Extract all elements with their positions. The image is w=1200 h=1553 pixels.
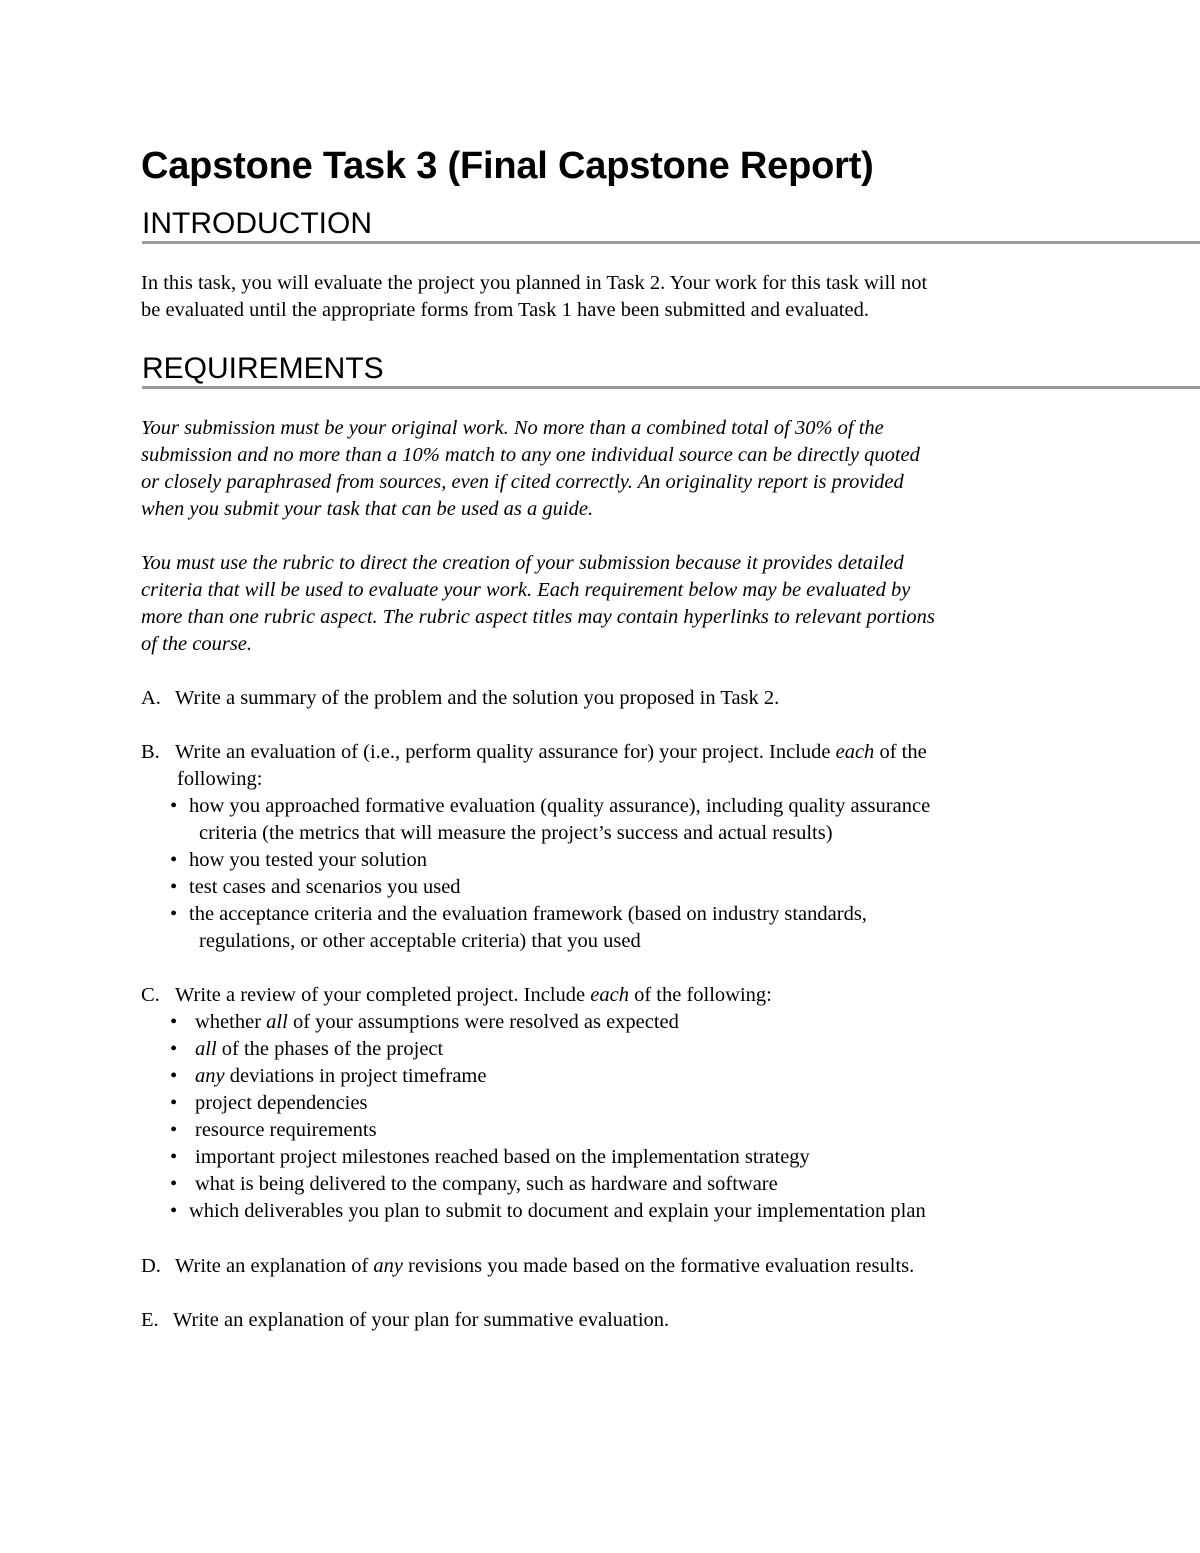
rubric-line: of the course. xyxy=(141,633,253,655)
list-item xyxy=(141,793,930,847)
bullet-icon: • xyxy=(170,1038,178,1060)
requirement-text: Write an explanation of your plan for summative evaluation. xyxy=(173,1309,670,1331)
requirement-letter: A. xyxy=(141,687,161,709)
list-item xyxy=(141,1198,926,1225)
requirement-d xyxy=(141,1253,914,1280)
rubric-line: criteria that will be used to evaluate your work. Each requirement below may be evaluated by xyxy=(141,579,911,601)
introduction-paragraph xyxy=(141,270,927,324)
bullet-text: which deliverables you plan to submit to document and explain your implementation plan xyxy=(189,1200,926,1222)
requirement-letter: D. xyxy=(141,1255,161,1277)
requirement-text: Write a summary of the problem and the solution you proposed in Task 2. xyxy=(175,687,780,709)
requirement-emphasis: each xyxy=(835,741,875,763)
page-title: Capstone Task 3 (Final Capstone Report) xyxy=(141,145,874,187)
bullet-text: resource requirements xyxy=(195,1119,377,1141)
requirement-letter: C. xyxy=(141,984,160,1006)
requirements-heading: REQUIREMENTS xyxy=(142,352,384,385)
bullet-icon: • xyxy=(170,795,178,817)
rubric-paragraph xyxy=(141,550,935,658)
requirement-a xyxy=(141,685,779,712)
bullet-text: how you approached formative evaluation (quality assurance), including quality assurance xyxy=(189,795,931,817)
introduction-line: In this task, you will evaluate the project you planned in Task 2. Your work for this task will not xyxy=(141,272,928,294)
originality-paragraph xyxy=(141,415,920,523)
introduction-heading: INTRODUCTION xyxy=(142,207,372,240)
bullet-text: project dependencies xyxy=(195,1092,368,1114)
bullet-text: deviations in project timeframe xyxy=(224,1065,487,1087)
bullet-text: test cases and scenarios you used xyxy=(189,876,461,898)
requirement-emphasis: each xyxy=(590,984,629,1006)
bullet-icon: • xyxy=(170,1173,178,1195)
bullet-text: of your assumptions were resolved as expected xyxy=(287,1011,679,1033)
requirement-text: Write an explanation of xyxy=(175,1255,374,1277)
bullet-text: what is being delivered to the company, such as hardware and software xyxy=(195,1173,778,1195)
introduction-line: be evaluated until the appropriate forms from Task 1 have been submitted and evaluated. xyxy=(141,299,869,321)
bullet-icon: • xyxy=(170,849,178,871)
list-item xyxy=(141,1171,926,1198)
bullet-text: important project milestones reached based on the implementation strategy xyxy=(195,1146,810,1168)
rubric-line: more than one rubric aspect. The rubric aspect titles may contain hyperlinks to relevant portions xyxy=(141,606,935,628)
bullet-text: of the phases of the project xyxy=(216,1038,444,1060)
bullet-icon: • xyxy=(170,1146,178,1168)
requirement-c xyxy=(141,982,926,1225)
rubric-line: You must use the rubric to direct the creation of your submission because it provides detailed xyxy=(141,552,904,574)
list-item xyxy=(141,1144,926,1171)
bullet-emphasis: all xyxy=(266,1011,288,1033)
requirement-b xyxy=(141,739,930,955)
originality-line: when you submit your task that can be used as a guide. xyxy=(141,498,594,520)
bullet-text: regulations, or other acceptable criteria) that you used xyxy=(199,930,641,952)
requirement-text: Write a review of your completed project. Include xyxy=(175,984,591,1006)
list-item xyxy=(141,1009,926,1036)
list-item xyxy=(141,901,930,955)
originality-line: submission and no more than a 10% match to any one individual source can be directly quoted xyxy=(141,444,920,466)
bullet-emphasis: any xyxy=(195,1065,225,1087)
bullet-text: the acceptance criteria and the evaluation framework (based on industry standards, xyxy=(189,903,867,925)
bullet-text: how you tested your solution xyxy=(189,849,428,871)
requirement-letter: B. xyxy=(141,741,160,763)
bullet-icon: • xyxy=(170,1011,178,1033)
requirement-c-bullets xyxy=(141,1009,926,1225)
bullet-text: criteria (the metrics that will measure the project’s success and actual results) xyxy=(199,822,833,844)
list-item xyxy=(141,847,930,874)
originality-line: or closely paraphrased from sources, even if cited correctly. An originality report is provided xyxy=(141,471,904,493)
bullet-icon: • xyxy=(170,1200,178,1222)
requirements-divider xyxy=(142,386,1200,389)
requirement-e xyxy=(141,1307,669,1334)
list-item xyxy=(141,1063,926,1090)
requirement-b-bullets xyxy=(141,793,930,955)
requirement-text: revisions you made based on the formative evaluation results. xyxy=(403,1255,915,1277)
list-item xyxy=(141,1117,926,1144)
originality-line: Your submission must be your original work. No more than a combined total of 30% of the xyxy=(141,417,884,439)
requirement-continuation: following: xyxy=(177,768,263,790)
bullet-icon: • xyxy=(170,1119,178,1141)
bullet-icon: • xyxy=(170,876,178,898)
list-item xyxy=(141,874,930,901)
bullet-text: whether xyxy=(195,1011,267,1033)
requirement-emphasis: any xyxy=(373,1255,404,1277)
requirement-letter: E. xyxy=(141,1309,159,1331)
list-item xyxy=(141,1036,926,1063)
requirement-text: of the following: xyxy=(628,984,772,1006)
bullet-emphasis: all xyxy=(195,1038,217,1060)
bullet-icon: • xyxy=(170,1065,178,1087)
introduction-divider xyxy=(142,241,1200,244)
bullet-icon: • xyxy=(170,1092,178,1114)
requirement-text: Write an evaluation of (i.e., perform quality assurance for) your project. Include xyxy=(175,741,836,763)
bullet-icon: • xyxy=(170,903,178,925)
requirement-text: of the xyxy=(874,741,927,763)
list-item xyxy=(141,1090,926,1117)
